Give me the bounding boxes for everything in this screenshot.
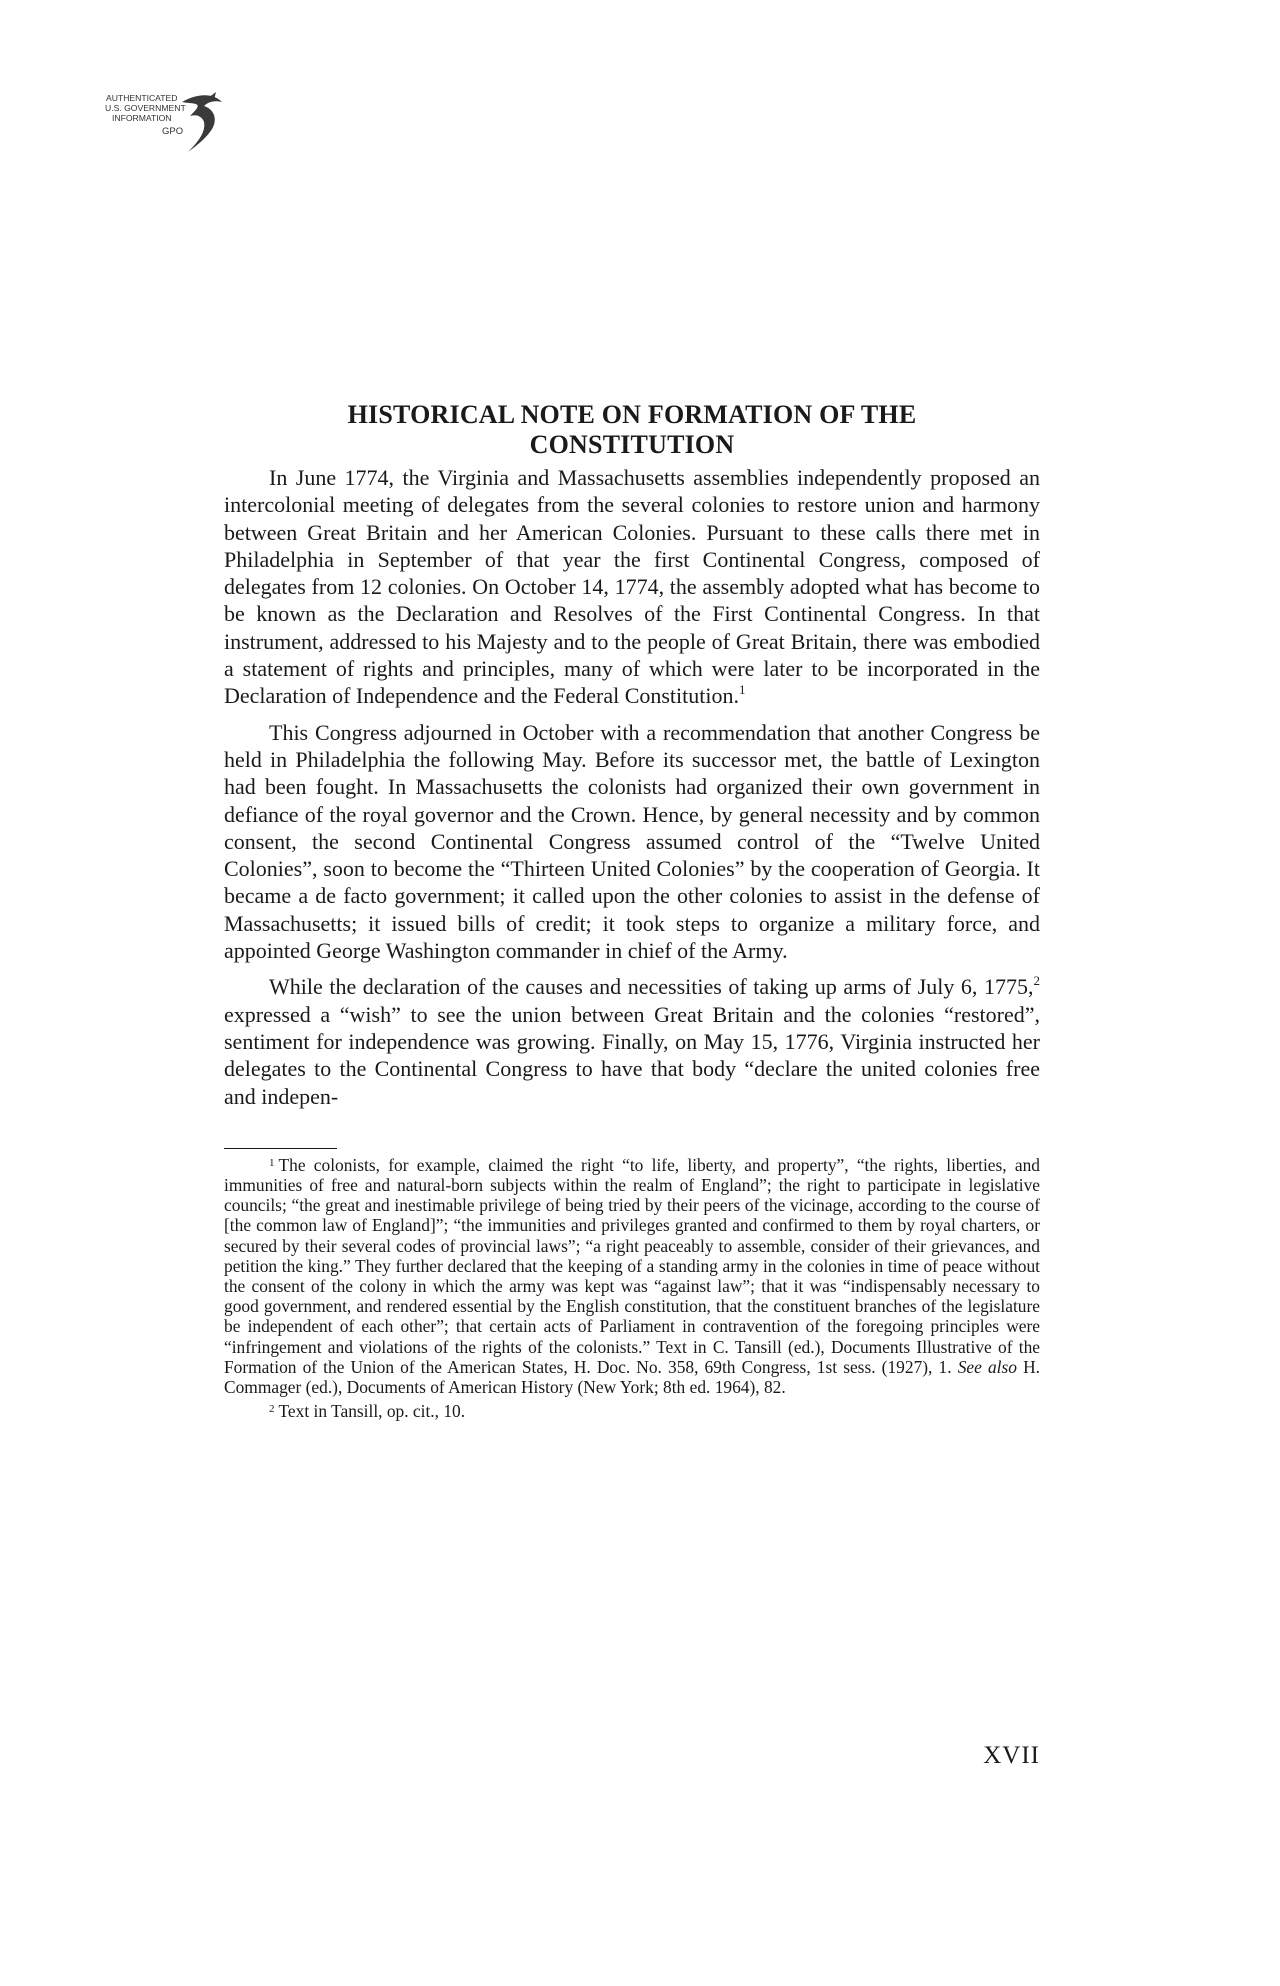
footnote-2-marker: 2 (269, 1403, 275, 1416)
footnote-1-see-also: See also (957, 1356, 1017, 1377)
document-page (224, 400, 1040, 1421)
footnote-1-tail: H. Commager (ed.), Documents of American History (New York; 8th ed. 1964), 82. (224, 1356, 1040, 1397)
gpo-authenticated-logo (104, 88, 274, 160)
paragraph-3-text-after: expressed a “wish” to see the union between Great Britain and the colonies “restored”, sentiment for independence was growing. Finally, on May 15, 1776, Virginia instructed her delegates to the Continental Congress to have that body “declare the united colonies free and indepen- (224, 1001, 1040, 1109)
footnote-1-text: The colonists, for example, claimed the right “to life, liberty, and property”, “the rights, liberties, and immunities of free and natural-born subjects within the realm of England”; the right to participate in legislative councils; “the great and inestimable privilege of being tried by their peers of the vicinage, according to the course of [the common law of England]”; “the immunities and privileges granted and confirmed to them by royal charters, or secured by their several codes of provincial laws”; “a right peaceably to assemble, consider of their grievances, and petition the king.” They further declared that the keeping of a standing army in the colonies in time of peace without the consent of the colony in which the army was kept was “against law”; that it was “indispensably necessary to good government, and rendered essential by the English constitution, that the constituent branches of the legislature be independent of each other”; that certain acts of Parliament in contravention of the foregoing principles were “infringement and violations of the rights of the colonists.” Text in C. Tansill (ed.), Documents Illustrative of the Formation of the Union of the American States, H. Doc. No. 358, 69th Congress, 1st sess. (1927), 1. (224, 1154, 1040, 1377)
paragraph-1-text: In June 1774, the Virginia and Massachusetts assemblies independently proposed an intercolonial meeting of delegates from the several colonies to restore union and harmony between Great Britain and her American Colonies. Pursuant to these calls there met in Philadelphia in September of that year the first Continental Congress, composed of delegates from 12 colonies. On October 14, 1774, the assembly adopted what has become to be known as the Declaration and Resolves of the First Continental Congress. In that instrument, addressed to his Majesty and to the people of Great Britain, there was embodied a statement of rights and principles, many of which were later to be incorporated in the Declaration of Independence and the Federal Constitution. (224, 465, 1040, 709)
footnote-divider (224, 1148, 337, 1149)
footnote-1-marker: 1 (269, 1156, 275, 1169)
logo-line-information: INFORMATION (112, 113, 172, 123)
paragraph-3 (224, 973, 1040, 1109)
footnote-2-text: Text in Tansill, op. cit., 10. (278, 1401, 466, 1422)
paragraph-2: This Congress adjourned in October with a recommendation that another Congress be held in Philadelphia the following May. Before its successor met, the battle of Lexington had been fought. In Massachusetts the colonists had organized their own government in defiance of the royal governor and the Crown. Hence, by general necessity and by common consent, the second Continental Congress assumed control of the “Twelve United Colonies”, soon to become the “Thirteen United Colonies” by the cooperation of Georgia. It became a de facto government; it called upon the other colonies to assist in the defense of Massachusetts; it issued bills of credit; it took steps to organize a military force, and appointed George Washington commander in chief of the Army. (224, 719, 1040, 964)
eagle-icon (182, 95, 222, 152)
footnotes (224, 1153, 1040, 1422)
body-text (224, 464, 1040, 1110)
footnote-2 (224, 1399, 1040, 1421)
title-line-1: HISTORICAL NOTE ON FORMATION OF THE (347, 400, 917, 429)
logo-line-authenticated: AUTHENTICATED (106, 93, 178, 103)
logo-line-government: U.S. GOVERNMENT (105, 103, 186, 113)
logo-line-gpo: GPO (162, 126, 184, 137)
footnote-1 (224, 1153, 1040, 1397)
paragraph-1 (224, 464, 1040, 710)
paragraph-3-text-before: While the declaration of the causes and necessities of taking up arms of July 6, 1775, (269, 974, 1034, 1000)
title-line-2: CONSTITUTION (529, 430, 735, 459)
footnote-ref-1: 1 (739, 682, 746, 698)
page-title (224, 400, 1040, 460)
page-number: XVII (983, 1742, 1040, 1769)
footnote-ref-2: 2 (1033, 973, 1040, 989)
